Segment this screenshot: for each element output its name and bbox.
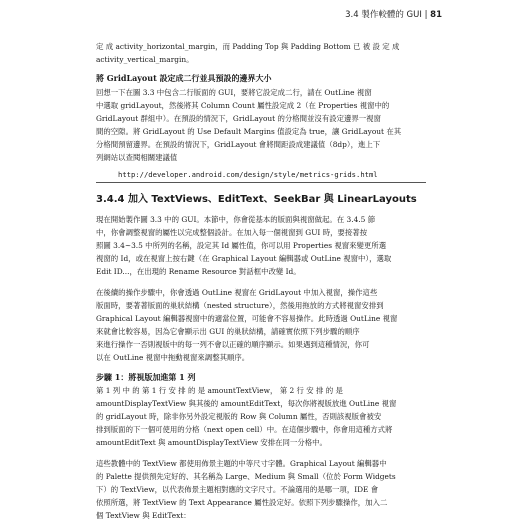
tip-box (96, 73, 426, 183)
paragraph-intro (96, 213, 426, 278)
text-line: 來就會比較容易，因為它會顯示出 GUI 的巢狀結構，請確實依照下列步驟的順序 (96, 327, 360, 336)
text-line: Edit ID...，在出現的 Rename Resource 對話框中改變 Id。 (96, 267, 301, 276)
text-line: 現在開始製作圖 3.3 中的 GUI。本節中，你會從基本的版面與視窗做起。在 3.4.5 節 (96, 215, 376, 224)
header-divider: | (424, 10, 428, 20)
text-line: 依照所選，將 TextView 的 Text Appearance 屬性設定好。依照下列步驟操作，加入二 (96, 498, 388, 507)
text-line: GridLayout 群組中）。在預設的情況下，GridLayout 的分格間並沒有設定邊界一視窗 (96, 114, 381, 123)
text-line: 下）的 TextView，以代表佈景主題相對應的文字尺寸。不論選用的是哪一項，IDE 會 (96, 485, 379, 494)
tip-divider (96, 182, 426, 183)
reference-url: http://developer.android.com/design/style/metrics-grids.html (118, 170, 378, 179)
text-line: 在後續的操作步驟中，你會透過 OutLine 視窗在 GridLayout 中加入視窗，操作這些 (96, 288, 378, 297)
paragraph-textview (96, 457, 426, 522)
text-line: 間的空隙。將 GridLayout 的 Use Default Margins 值設定為 true，讓 GridLayout 在其 (96, 127, 402, 136)
text-line: 以在 OutLine 視窗中拖動視窗來調整其順序。 (96, 353, 250, 362)
text-line: 來進行操作一否則視版中的每一列不會以正確的順序顯示。如果遇到這種情況，你可 (96, 340, 370, 349)
text-line: 版面時，要著著版面的巢狀結構（nested structure），然後用拖放的方式將視窗安排到 (96, 301, 384, 310)
text-line: 分格間預留邊界。在預設的情況下，GridLayout 會將間距設成建議值（8dp），進上下 (96, 140, 381, 149)
text-line: 照圖 3.4~3.5 中所列的名稱，設定其 Id 屬性值，你可以用 Properties 視窗來變更所選 (96, 241, 387, 250)
section-heading: 3.4.4 加入 TextViews、EditText、SeekBar 與 LinearLayouts (96, 194, 417, 205)
step-heading: 步驟 1：將視版加進第 1 列 (96, 372, 196, 382)
paragraph-outline (96, 286, 426, 364)
text-line: amountDisplayTextView 與其後的 amountEditText，每次你將視版放進 OutLine 視窗 (96, 399, 397, 408)
text-line: 列網站以查閱相關建議值 (96, 153, 178, 162)
paragraph-margin (96, 40, 426, 66)
text-line: 個 TextView 與 EditText： (96, 511, 191, 520)
text-line: 回想一下在圖 3.3 中包含二行版面的 GUI，要將它設定成二行，請在 OutLine 視窗 (96, 88, 372, 97)
text-line: amountEditText 與 amountDisplayTextView 安排在同一分格中。 (96, 438, 327, 447)
text-line: 第 1 列 中 的 第 1 行 安 排 的 是 amountTextView， 第 2 行 安 排 的 是 (96, 386, 343, 395)
text-line: 的 Palette 提供預先定好的、其名稱為 Large、Medium 與 Small（位於 Form Widgets (96, 472, 396, 481)
text-line: 視窗的 Id，或在視窗上按右鍵（在 Graphical Layout 編輯器或 OutLine 視窗中），選取 (96, 254, 392, 263)
running-header (345, 8, 442, 20)
text-line: 定 成 activity_horizontal_margin，而 Padding Top 與 Padding Bottom 已 被 設 定 成 (96, 42, 400, 51)
text-line: Graphical Layout 編輯器視窗中的適當位置，可能會不容易操作。此時透過 OutLine 視窗 (96, 314, 398, 323)
text-line: 這些教體中的 TextView 都使用佈景主題的中等尺寸字體。Graphical Layout 編輯器中 (96, 459, 387, 468)
text-line: 排到版面的下一個可使用的分格（next open cell）中。在這個步驟中，你會用這種方式將 (96, 425, 393, 434)
text-line: activity_vertical_margin。 (96, 55, 194, 64)
text-line: 中，你會調整視窗的屬性以完成整個設計。在加入每一個視窗到 GUI 時，要接著按 (96, 228, 368, 237)
text-line: 中選取 gridLayout，然後將其 Column Count 屬性設定成 2（在 Properties 視窗中的 (96, 101, 390, 110)
page-number: 81 (430, 10, 442, 20)
paragraph-step1 (96, 384, 426, 449)
page-content (96, 40, 426, 522)
text-line: 的 gridLayout 時，除非你另外設定視版的 Row 與 Column 屬性，否則該視版會被安 (96, 412, 382, 421)
header-section: 3.4 製作較體的 GUI (345, 10, 422, 20)
tip-title: 將 GridLayout 設定成二行並具預設的邊界大小 (96, 73, 272, 83)
